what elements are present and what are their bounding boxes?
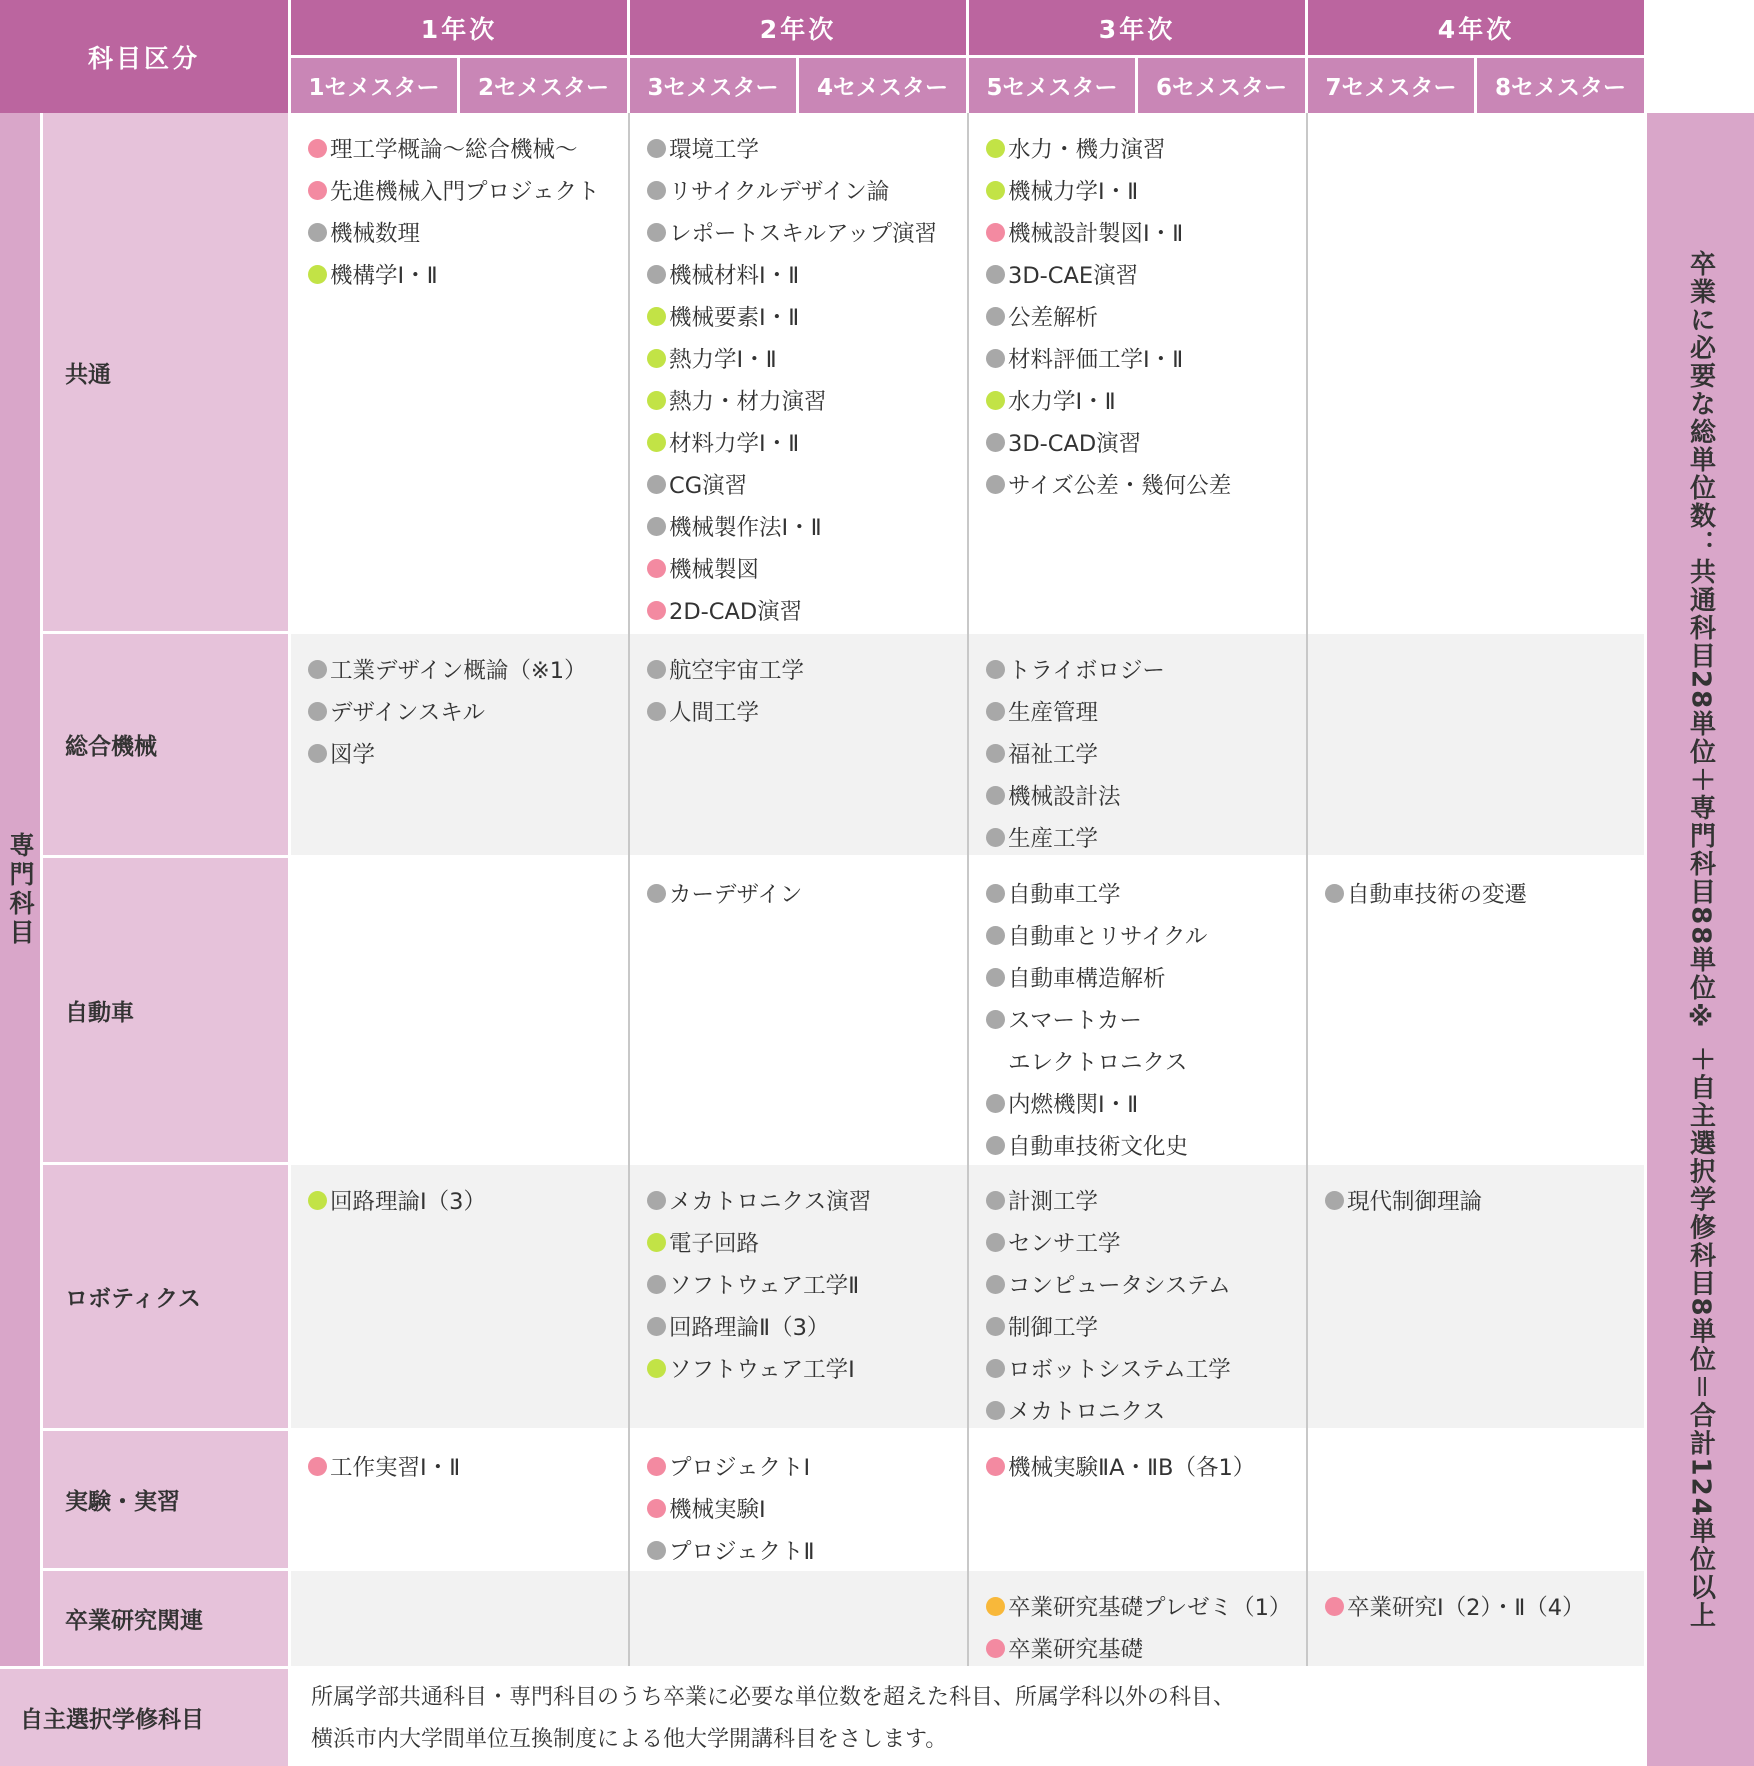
- cell: [986, 1571, 1306, 1669]
- course-name: 工業デザイン概論（※1）: [330, 658, 587, 684]
- course-item: [308, 211, 628, 253]
- graduation-credits-line-1: 卒業に必要な総単位数：共通科目28単位＋専門科目88単位※: [1685, 249, 1716, 1034]
- gray-dot-icon: [986, 1233, 1005, 1252]
- green-dot-icon: [647, 1233, 666, 1252]
- green-dot-icon: [647, 349, 666, 368]
- course-item: [1325, 1179, 1644, 1221]
- course-name: 自動車とリサイクル: [1008, 924, 1208, 950]
- elective-line-1: 所属学部共通科目・専門科目のうち卒業に必要な単位数を超えた科目、所属学科以外の科目、: [311, 1685, 1236, 1710]
- course-name: 生産管理: [1008, 700, 1099, 726]
- course-name: 先進機械入門プロジェクト: [330, 179, 600, 205]
- course-name: コンピュータシステム: [1008, 1273, 1231, 1299]
- course-item: [308, 648, 628, 690]
- course-item: [986, 1445, 1306, 1487]
- course-name: トライボロジー: [1008, 658, 1165, 684]
- course-item: [986, 379, 1306, 421]
- green-dot-icon: [647, 307, 666, 326]
- course-name: 機械製図: [669, 557, 760, 583]
- pink-dot-icon: [308, 1457, 327, 1476]
- year-divider-2: [967, 113, 969, 1666]
- elective-label: 自主選択学修科目: [0, 1669, 288, 1766]
- course-item: [986, 127, 1306, 169]
- course-name: 機械要素Ⅰ・Ⅱ: [669, 305, 800, 331]
- cell: [308, 858, 628, 872]
- year-header-1: 1年次: [291, 0, 627, 55]
- course-name: 生産工学: [1008, 826, 1099, 852]
- course-item: [986, 337, 1306, 379]
- pink-dot-icon: [308, 181, 327, 200]
- course-item: [986, 1389, 1306, 1431]
- course-item: [647, 1305, 967, 1347]
- course-name: 機械実験ⅡA・ⅡB（各1）: [1008, 1455, 1256, 1481]
- cell: [647, 634, 967, 732]
- course-name: 工作実習Ⅰ・Ⅱ: [330, 1455, 461, 1481]
- course-name: 回路理論Ⅰ（3）: [330, 1189, 486, 1215]
- course-item: [986, 1347, 1306, 1389]
- pink-dot-icon: [647, 559, 666, 578]
- gray-dot-icon: [986, 433, 1005, 452]
- pink-dot-icon: [986, 1457, 1005, 1476]
- elective-description: [291, 1669, 1644, 1766]
- course-name: 卒業研究Ⅰ（2）・Ⅱ（4）: [1347, 1595, 1585, 1621]
- course-item: [647, 1487, 967, 1529]
- pink-dot-icon: [647, 1499, 666, 1518]
- course-name: 回路理論Ⅱ（3）: [669, 1315, 830, 1341]
- specialized-subjects-text: 専門科目: [6, 831, 35, 948]
- course-item: [647, 1179, 967, 1221]
- course-item: [308, 690, 628, 732]
- gray-dot-icon: [986, 307, 1005, 326]
- gray-dot-icon: [647, 1275, 666, 1294]
- course-item: [986, 1221, 1306, 1263]
- gray-dot-icon: [986, 968, 1005, 987]
- course-name: 機械製作法Ⅰ・Ⅱ: [669, 515, 822, 541]
- cell: [647, 113, 967, 631]
- cell: [308, 1165, 628, 1221]
- gray-dot-icon: [647, 265, 666, 284]
- course-name: 材料力学Ⅰ・Ⅱ: [669, 431, 800, 457]
- cell: [1325, 113, 1644, 127]
- gray-dot-icon: [986, 884, 1005, 903]
- course-item: [647, 169, 967, 211]
- course-item: [647, 379, 967, 421]
- course-name: 機械材料Ⅰ・Ⅱ: [669, 263, 800, 289]
- course-item: [986, 1040, 1306, 1082]
- course-name: 熱力学Ⅰ・Ⅱ: [669, 347, 777, 373]
- gray-dot-icon: [986, 475, 1005, 494]
- cell: [1325, 1571, 1644, 1627]
- gray-dot-icon: [986, 1401, 1005, 1420]
- course-name: 自動車工学: [1008, 882, 1121, 908]
- category-general-mechanics: 総合機械: [43, 634, 288, 855]
- course-item: [986, 732, 1306, 774]
- gray-dot-icon: [986, 1094, 1005, 1113]
- gray-dot-icon: [647, 1541, 666, 1560]
- course-item: [1325, 872, 1644, 914]
- gray-dot-icon: [986, 1317, 1005, 1336]
- gray-dot-icon: [986, 702, 1005, 721]
- course-item: [647, 253, 967, 295]
- course-item: [647, 463, 967, 505]
- graduation-credits-note: [1647, 113, 1754, 1766]
- course-item: [986, 1627, 1306, 1669]
- course-item: [986, 872, 1306, 914]
- semester-header-8: 8セメスター: [1477, 58, 1644, 113]
- semester-header-7: 7セメスター: [1308, 58, 1474, 113]
- semester-header-6: 6セメスター: [1138, 58, 1305, 113]
- gray-dot-icon: [986, 660, 1005, 679]
- pink-dot-icon: [1325, 1597, 1344, 1616]
- category-robotics: ロボティクス: [43, 1165, 288, 1428]
- none-dot-icon: [986, 1052, 1005, 1071]
- cell: [308, 1431, 628, 1487]
- cell: [647, 1431, 967, 1571]
- course-name: 機械設計法: [1008, 784, 1121, 810]
- gray-dot-icon: [986, 1359, 1005, 1378]
- green-dot-icon: [647, 433, 666, 452]
- course-name: ソフトウェア工学Ⅰ: [669, 1357, 855, 1383]
- cell: [1325, 1165, 1644, 1221]
- course-item: [986, 211, 1306, 253]
- course-item: [986, 295, 1306, 337]
- semester-header-1: 1セメスター: [291, 58, 457, 113]
- year-header-2: 2年次: [630, 0, 966, 55]
- course-name: リサイクルデザイン論: [669, 179, 890, 205]
- course-item: [986, 1124, 1306, 1166]
- course-name: 3D-CAD演習: [1008, 431, 1142, 457]
- gray-dot-icon: [647, 1191, 666, 1210]
- green-dot-icon: [647, 1359, 666, 1378]
- course-name: センサ工学: [1008, 1231, 1121, 1257]
- cell: [647, 1571, 967, 1585]
- course-name: 機構学Ⅰ・Ⅱ: [330, 263, 438, 289]
- cell: [986, 1431, 1306, 1487]
- course-item: [1325, 1585, 1644, 1627]
- course-name: 自動車技術の変遷: [1347, 882, 1528, 908]
- year-divider-1: [628, 113, 630, 1666]
- gray-dot-icon: [647, 223, 666, 242]
- course-name: 3D-CAE演習: [1008, 263, 1139, 289]
- category-experiments: 実験・実習: [43, 1431, 288, 1568]
- course-name: 機械実験Ⅰ: [669, 1497, 766, 1523]
- course-item: [647, 211, 967, 253]
- course-name: 熱力・材力演習: [669, 389, 827, 415]
- course-item: [986, 1263, 1306, 1305]
- cell: [986, 1165, 1306, 1431]
- course-name: 公差解析: [1008, 305, 1099, 331]
- course-item: [308, 127, 628, 169]
- course-item: [647, 690, 967, 732]
- cell: [647, 1165, 967, 1389]
- course-item: [647, 337, 967, 379]
- course-name: 材料評価工学Ⅰ・Ⅱ: [1008, 347, 1184, 373]
- gray-dot-icon: [647, 181, 666, 200]
- course-name: 機械設計製図Ⅰ・Ⅱ: [1008, 221, 1184, 247]
- course-item: [647, 872, 967, 914]
- green-dot-icon: [986, 181, 1005, 200]
- gray-dot-icon: [647, 702, 666, 721]
- course-name: 航空宇宙工学: [669, 658, 805, 684]
- course-item: [308, 253, 628, 295]
- course-item: [986, 914, 1306, 956]
- course-name: メカトロニクス: [1008, 1399, 1166, 1425]
- gray-dot-icon: [986, 1136, 1005, 1155]
- gray-dot-icon: [647, 517, 666, 536]
- course-item: [986, 253, 1306, 295]
- cell: [308, 113, 628, 295]
- course-name: メカトロニクス演習: [669, 1189, 872, 1215]
- gray-dot-icon: [1325, 1191, 1344, 1210]
- course-name: 機械数理: [330, 221, 421, 247]
- gray-dot-icon: [986, 828, 1005, 847]
- graduation-credits-line-2: ＋自主選択学修科目8単位＝合計124単位以上: [1685, 1045, 1716, 1630]
- course-item: [986, 690, 1306, 732]
- gray-dot-icon: [986, 1191, 1005, 1210]
- course-name: 制御工学: [1008, 1315, 1099, 1341]
- course-item: [986, 421, 1306, 463]
- course-item: [647, 421, 967, 463]
- gray-dot-icon: [986, 1275, 1005, 1294]
- course-item: [986, 1305, 1306, 1347]
- course-item: [986, 1585, 1306, 1627]
- course-name: 水力・機力演習: [1008, 137, 1166, 163]
- course-name: 環境工学: [669, 137, 760, 163]
- course-item: [647, 1221, 967, 1263]
- course-item: [647, 1263, 967, 1305]
- course-item: [986, 1082, 1306, 1124]
- elective-line-2: 横浜市内大学間単位互換制度による他大学開講科目をさします。: [311, 1727, 948, 1752]
- pink-dot-icon: [308, 139, 327, 158]
- course-item: [986, 998, 1306, 1040]
- semester-header-3: 3セメスター: [630, 58, 796, 113]
- category-automobile: 自動車: [43, 858, 288, 1162]
- course-item: [986, 463, 1306, 505]
- course-name: 機械力学Ⅰ・Ⅱ: [1008, 179, 1139, 205]
- course-item: [647, 295, 967, 337]
- category-graduation-research: 卒業研究関連: [43, 1571, 288, 1666]
- pink-dot-icon: [647, 601, 666, 620]
- gray-dot-icon: [647, 1317, 666, 1336]
- course-item: [647, 1529, 967, 1571]
- course-name: 内燃機関Ⅰ・Ⅱ: [1008, 1092, 1139, 1118]
- course-name: 現代制御理論: [1347, 1189, 1483, 1215]
- cell: [986, 113, 1306, 505]
- course-item: [647, 127, 967, 169]
- course-name: サイズ公差・幾何公差: [1008, 473, 1232, 499]
- semester-header-5: 5セメスター: [969, 58, 1135, 113]
- gray-dot-icon: [986, 349, 1005, 368]
- course-item: [986, 1179, 1306, 1221]
- course-item: [647, 1445, 967, 1487]
- semester-header-4: 4セメスター: [799, 58, 966, 113]
- gray-dot-icon: [647, 475, 666, 494]
- course-name: 人間工学: [669, 700, 760, 726]
- course-name: 卒業研究基礎: [1008, 1637, 1144, 1663]
- year-header-3: 3年次: [969, 0, 1305, 55]
- semester-header-2: 2セメスター: [460, 58, 627, 113]
- course-name: 自動車構造解析: [1008, 966, 1166, 992]
- course-name: 卒業研究基礎プレゼミ（1）: [1008, 1595, 1292, 1621]
- course-name: 理工学概論〜総合機械〜: [330, 137, 578, 163]
- course-name: デザインスキル: [330, 700, 486, 726]
- course-name: 自動車技術文化史: [1008, 1134, 1189, 1160]
- course-item: [308, 169, 628, 211]
- gray-dot-icon: [308, 702, 327, 721]
- course-name: プロジェクトⅠ: [669, 1455, 811, 1481]
- course-item: [308, 1179, 628, 1221]
- course-name: プロジェクトⅡ: [669, 1539, 815, 1565]
- course-name: エレクトロニクス: [1008, 1050, 1188, 1076]
- course-name: レポートスキルアップ演習: [669, 221, 937, 247]
- green-dot-icon: [647, 391, 666, 410]
- course-item: [986, 169, 1306, 211]
- pink-dot-icon: [986, 223, 1005, 242]
- year-header-4: 4年次: [1308, 0, 1644, 55]
- course-name: 計測工学: [1008, 1189, 1099, 1215]
- gray-dot-icon: [308, 223, 327, 242]
- gray-dot-icon: [308, 660, 327, 679]
- course-item: [986, 956, 1306, 998]
- gray-dot-icon: [647, 884, 666, 903]
- green-dot-icon: [308, 1191, 327, 1210]
- cell: [1325, 634, 1644, 648]
- specialized-subjects-label: [0, 113, 40, 1666]
- course-item: [308, 732, 628, 774]
- gray-dot-icon: [986, 786, 1005, 805]
- course-name: CG演習: [669, 473, 748, 499]
- green-dot-icon: [308, 265, 327, 284]
- gray-dot-icon: [647, 139, 666, 158]
- green-dot-icon: [986, 139, 1005, 158]
- category-header: 科目区分: [0, 0, 288, 113]
- course-item: [986, 648, 1306, 690]
- cell: [647, 858, 967, 914]
- course-name: ソフトウェア工学Ⅱ: [669, 1273, 860, 1299]
- pink-dot-icon: [986, 1639, 1005, 1658]
- gray-dot-icon: [986, 744, 1005, 763]
- cell: [986, 858, 1306, 1166]
- gray-dot-icon: [986, 926, 1005, 945]
- gray-dot-icon: [986, 265, 1005, 284]
- course-name: 図学: [330, 742, 376, 768]
- category-common: 共通: [43, 113, 288, 631]
- course-item: [647, 589, 967, 631]
- course-item: [647, 648, 967, 690]
- course-name: ロボットシステム工学: [1008, 1357, 1231, 1383]
- course-item: [308, 1445, 628, 1487]
- course-item: [986, 774, 1306, 816]
- course-item: [647, 547, 967, 589]
- course-name: 2D-CAD演習: [669, 599, 803, 625]
- course-name: 電子回路: [669, 1231, 760, 1257]
- orange-dot-icon: [986, 1597, 1005, 1616]
- cell: [1325, 858, 1644, 914]
- course-name: スマートカー: [1008, 1008, 1142, 1034]
- course-name: 水力学Ⅰ・Ⅱ: [1008, 389, 1116, 415]
- course-name: 福祉工学: [1008, 742, 1099, 768]
- cell: [308, 1571, 628, 1585]
- gray-dot-icon: [308, 744, 327, 763]
- cell: [1325, 1431, 1644, 1445]
- gray-dot-icon: [986, 1010, 1005, 1029]
- cell: [308, 634, 628, 774]
- course-item: [647, 1347, 967, 1389]
- cell: [986, 634, 1306, 858]
- green-dot-icon: [986, 391, 1005, 410]
- course-item: [647, 505, 967, 547]
- course-name: カーデザイン: [669, 882, 803, 908]
- pink-dot-icon: [647, 1457, 666, 1476]
- year-divider-3: [1306, 113, 1308, 1666]
- gray-dot-icon: [647, 660, 666, 679]
- gray-dot-icon: [1325, 884, 1344, 903]
- course-item: [986, 816, 1306, 858]
